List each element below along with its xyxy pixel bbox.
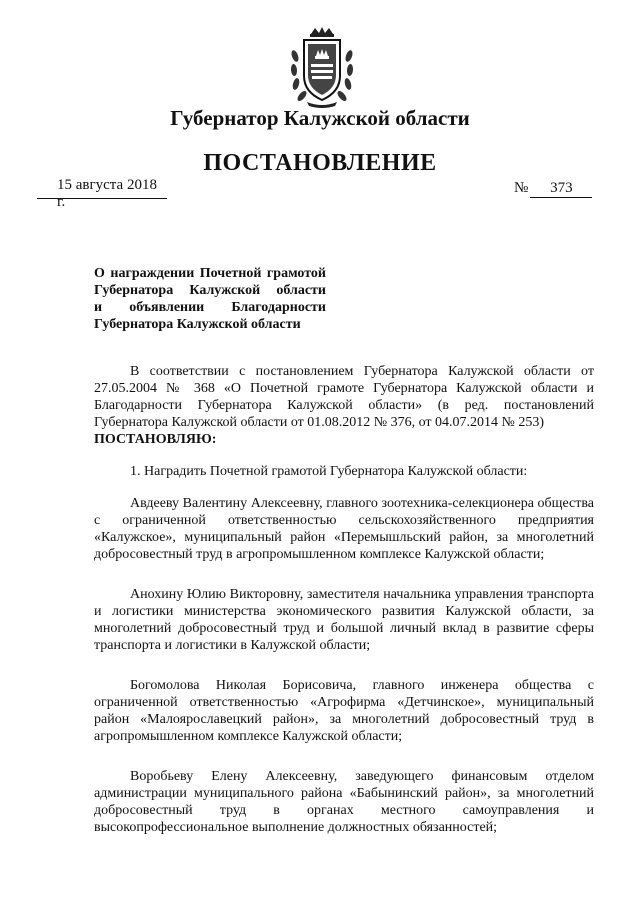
subject-line: и объявлении Благодарности — [94, 300, 326, 315]
awardee-paragraph: Авдееву Валентину Алексеевну, главного зоотехника-селекционера общества с ограниченной ответственностью сельскохозяйственного предприятия «Калужское», муниципальный район «Перемышльский район, за многолетний добросовестный труд в агропромышленном комплексе Калужской области; — [94, 496, 594, 562]
awardee-paragraph: Богомолова Николая Борисовича, главного инженера общества с ограниченной ответственностью «Агрофирма «Детчинское», муниципальный район «Малоярославецкий район», за многолетний добросовестный труд в агропромышленном комплексе Калужской области; — [94, 678, 594, 744]
preamble-paragraph: В соответствии с постановлением Губернатора Калужской области от 27.05.2004 № 368 «О Почетной грамоте Губернатора Калужской области и Благодарности Губернатора Калужской области» (в ред. постановлений Губернатора Калужской области от 01.08.2012 № 376, от 04.07.2014 № 253) — [94, 364, 594, 430]
document-date-text: 15 августа 2018 г. — [57, 177, 157, 210]
document-body — [94, 363, 594, 836]
award-item-heading: 1. Наградить Почетной грамотой Губернатора Калужской области: — [130, 464, 528, 479]
coat-of-arms-icon — [289, 26, 355, 108]
issuing-authority: Губернатор Калужской области — [170, 106, 470, 130]
document-type-title: ПОСТАНОВЛЕНИЕ — [203, 150, 437, 176]
document-subject — [94, 265, 326, 333]
decree-word: ПОСТАНОВЛЯЮ: — [94, 432, 217, 447]
number-sign: № — [514, 180, 529, 196]
awardee-paragraph: Анохину Юлию Викторовну, заместителя начальника управления транспорта и логистики министерства экономического развития Калужской области, за многолетний добросовестный труд и большой личный вклад в развитие сферы транспорта и логистики в Калужской области; — [94, 587, 594, 653]
document-number — [514, 180, 592, 198]
document-date — [37, 176, 167, 210]
subject-line: Губернатора Калужской области — [94, 283, 326, 298]
awardee-paragraph: Воробьеву Елену Алексеевну, заведующего финансовым отделом администрации муниципального района «Бабынинский район», за многолетний добросовестный труд в органах местного самоуправления и высокопрофессиональное выполнение должностных обязанностей; — [94, 769, 594, 835]
number-value: 373 — [530, 180, 592, 198]
subject-line: Губернатора Калужской области — [94, 317, 301, 332]
subject-line: О награждении Почетной грамотой — [94, 266, 326, 281]
